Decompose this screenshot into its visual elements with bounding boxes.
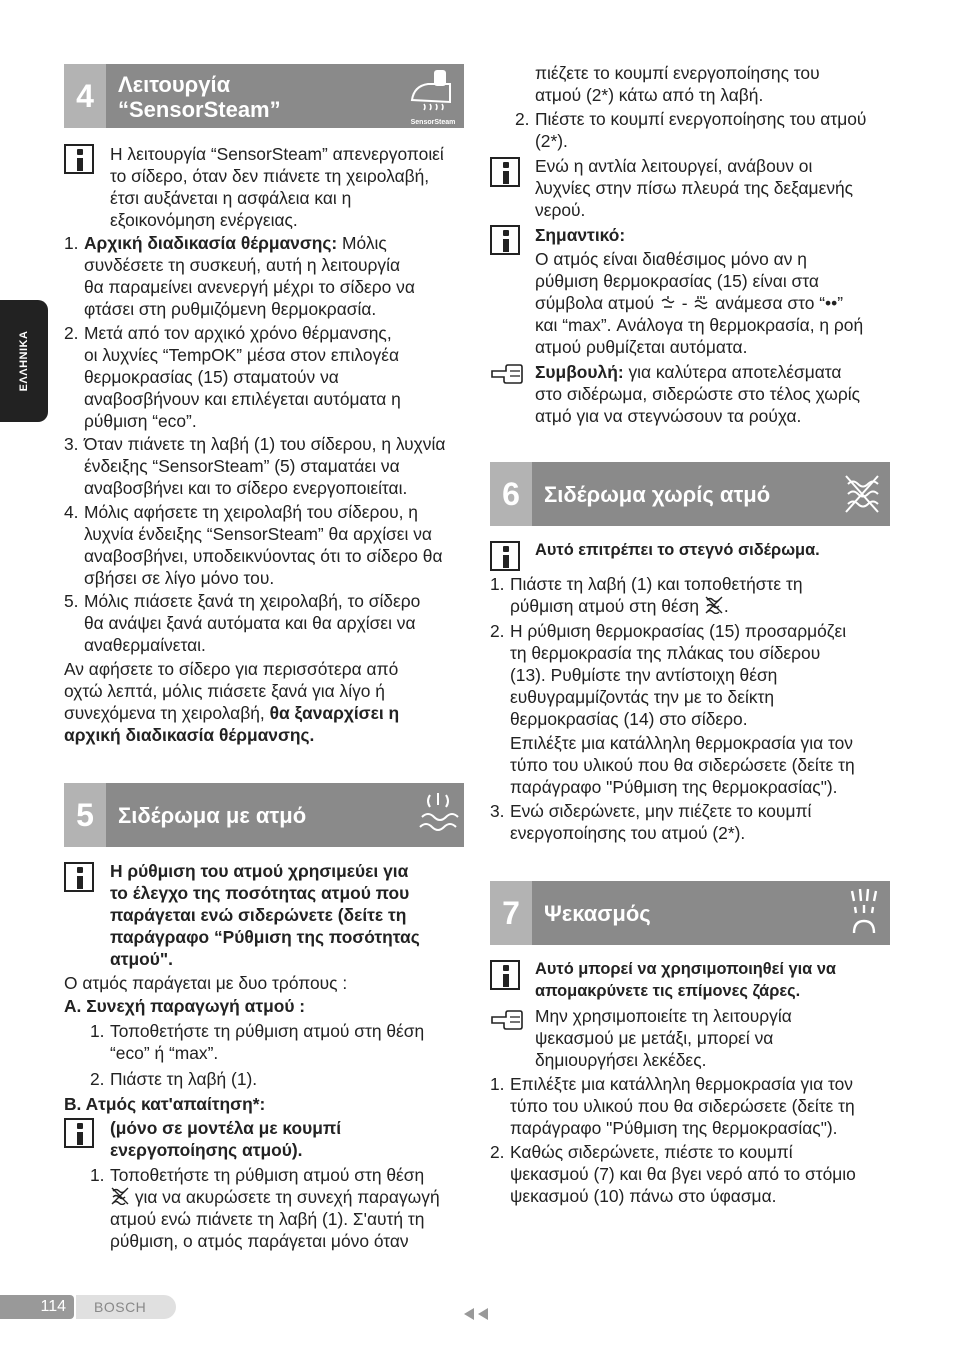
s4-item2-line: θερμοκρασίας (15) σταματούν να xyxy=(84,367,339,387)
brand-label: BOSCH xyxy=(76,1295,176,1319)
s4-item2-line: αναβοσβήνουν και επιλέγεται αυτόματα η xyxy=(84,389,401,409)
s7-info-line: απομακρύνετε τις επίμονες ζάρες. xyxy=(535,982,801,1000)
info-icon xyxy=(490,541,520,571)
info-icon xyxy=(64,144,94,174)
s6-item3-line: Ενώ σιδερώνετε, μην πιέζετε το κουμπί xyxy=(510,801,812,821)
s4-item-number: 2. xyxy=(64,323,79,343)
s4-item5-line: Μόλις πιάσετε ξανά τη χειρολαβή, το σίδερο xyxy=(84,591,421,611)
s7-item1-line: Επιλέξτε μια κατάλληλη θερμοκρασία για τον xyxy=(510,1074,853,1094)
s7-tip-line: Μην χρησιμοποιείτε τη λειτουργία xyxy=(535,1006,792,1026)
r-important-l3b: - xyxy=(676,293,693,313)
section-5-number: 5 xyxy=(64,783,106,847)
no-steam-icon xyxy=(842,472,882,516)
s6-item2-line: (13). Ρυθμίστε την αντίστοιχη θέση xyxy=(510,665,778,685)
r-tip-line: ατμό για να στεγνώσουν τα ρούχα. xyxy=(535,406,802,426)
no-steam-icon xyxy=(110,1187,130,1205)
r-important-line: Ο ατμός είναι διαθέσιμος μόνο αν η xyxy=(535,249,807,269)
s6-info: Αυτό επιτρέπει το στεγνό σιδέρωμα. xyxy=(535,541,820,559)
s4-item1-bold: Αρχική διαδικασία θέρμανσης: xyxy=(84,233,338,253)
info-icon xyxy=(64,862,94,892)
s5-b1-line: Τοποθετήστε τη ρύθμιση ατμού στη θέση xyxy=(110,1165,425,1185)
s6-item2-line: τη θερμοκρασία της πλάκας του σίδερου xyxy=(510,643,821,663)
section-7-number: 7 xyxy=(490,881,532,945)
s4-item4-line: σβήσει σε λίγο μόνο του. xyxy=(84,568,275,588)
s6-item1-end: . xyxy=(723,596,729,616)
s5-b1-line xyxy=(110,1187,440,1209)
s6-item3-line: ενεργοποίησης του ατμού (2*). xyxy=(510,823,746,843)
s6-item-number: 3. xyxy=(490,801,505,821)
tip-hand-icon xyxy=(490,363,524,385)
s6-item2-line: Η ρύθμιση θερμοκρασίας (15) προσαρμόζει xyxy=(510,621,847,641)
s4-para-line: αρχική διαδικασία θέρμανσης. xyxy=(64,725,315,745)
section-6-title: Σιδέρωμα χωρίς ατμό xyxy=(544,482,771,507)
s4-item2-line: ρύθμιση “eco”. xyxy=(84,411,197,431)
s5-a-number: 1. xyxy=(90,1021,105,1041)
s4-item3-line: Όταν πιάνετε τη λαβή (1) του σίδερου, η λυχνία xyxy=(84,434,446,454)
r-important-l3a: σύμβολα ατμού xyxy=(535,293,659,313)
s4-item4-line: λυχνία ένδειξης “SensorSteam” θα αρχίσει να xyxy=(84,524,432,544)
s6-item2-extra: παράγραφο "Ρύθμιση της θερμοκρασίας"). xyxy=(510,777,838,797)
s7-item1-line: παράγραφο "Ρύθμιση της θερμοκρασίας"). xyxy=(510,1118,838,1138)
s5-a1-line: Τοποθετήστε τη ρύθμιση ατμού στη θέση xyxy=(110,1021,425,1041)
s5-a1-line: “eco” ή “max”. xyxy=(110,1043,219,1063)
language-tab-label: ΕΛΛΗΝΙΚΑ xyxy=(18,330,30,392)
r-tip-label: Συμβουλή: xyxy=(535,362,624,382)
r-b2-line: (2*). xyxy=(535,131,568,151)
s4-item4-line: αναβοσβήνει, υποδεικνύοντας ότι το σίδερο θα xyxy=(84,546,443,566)
steam-icon xyxy=(416,791,460,839)
steam-high-icon xyxy=(692,295,710,311)
info-icon xyxy=(490,960,520,990)
s7-item2-line: Καθώς σιδερώνετε, πιέστε το κουμπί xyxy=(510,1142,793,1162)
info-icon xyxy=(64,1118,94,1148)
r-pump-line: λυχνίες στην πίσω πλευρά της δεξαμενής xyxy=(535,178,854,198)
sensorsteam-icon xyxy=(406,68,460,126)
s4-item-number: 4. xyxy=(64,502,79,522)
s4-info-line: έτσι αυξάνεται η ασφάλεια και η xyxy=(110,188,352,208)
s5-info-line: παράγεται ενώ σιδερώνετε (δείτε τη xyxy=(110,905,407,925)
s7-tip-line: δημιουργήσει λεκέδες. xyxy=(535,1050,707,1070)
no-steam-icon xyxy=(704,596,724,614)
r-important-line: και “max”. Ανάλογα τη θερμοκρασία, η ροή xyxy=(535,315,864,335)
r-b2-line: Πιέστε το κουμπί ενεργοποίησης του ατμού xyxy=(535,109,867,129)
sensorsteam-icon-label: SensorSteam xyxy=(410,119,456,126)
language-tab xyxy=(0,300,48,422)
s5-b-info-line: ενεργοποίησης ατμού). xyxy=(110,1140,303,1160)
steam-low-icon xyxy=(659,295,677,311)
s5-a-heading: Α. Συνεχή παραγωγή ατμού : xyxy=(64,996,306,1016)
s4-para-line xyxy=(64,703,399,725)
r-tip-line xyxy=(535,362,841,384)
r-pump-line: Ενώ η αντλία λειτουργεί, ανάβουν οι xyxy=(535,156,813,176)
previous-page-icon[interactable] xyxy=(462,1307,490,1321)
r-b2-number: 2. xyxy=(515,109,530,129)
section-5-header xyxy=(64,783,464,847)
r-cont-line: ατμού (2*) κάτω από τη λαβή. xyxy=(535,85,764,105)
r-pump-line: νερού. xyxy=(535,200,586,220)
s7-item1-line: τύπο του υλικού που θα σιδερώσετε (δείτε τη xyxy=(510,1096,855,1116)
s4-item5-line: αναθερμαίνεται. xyxy=(84,635,206,655)
section-4-title xyxy=(118,72,281,122)
s4-para-line: Αν αφήσετε το σίδερο για περισσότερα από xyxy=(64,659,399,679)
s4-para-line: οχτώ λεπτά, μόλις πιάσετε ξανά για λίγο ή xyxy=(64,681,385,701)
s6-item-number: 1. xyxy=(490,574,505,594)
s6-item1-line2: ρύθμιση ατμού στη θέση xyxy=(510,596,704,616)
r-important-l3c: ανάμεσα στο “••” xyxy=(710,293,844,313)
s6-item-number: 2. xyxy=(490,621,505,641)
s4-item3-line: αναβοσβήνει και το σίδερο ενεργοποιείται. xyxy=(84,478,408,498)
s5-intro: Ο ατμός παράγεται με δυο τρόπους : xyxy=(64,973,348,993)
s4-item-number: 1. xyxy=(64,233,79,253)
s4-item5-line: θα ανάψει ξανά αυτόματα και θα αρχίσει να xyxy=(84,613,416,633)
r-tip-line1: για καλύτερα αποτελέσματα xyxy=(623,362,842,382)
r-important-label: Σημαντικό: xyxy=(535,225,626,245)
s7-info-line: Αυτό μπορεί να χρησιμοποιηθεί για να xyxy=(535,960,837,978)
s4-item2-line: Μετά από τον αρχικό χρόνο θέρμανσης, xyxy=(84,323,392,343)
s4-item1-line: φτάσει στη ρυθμιζόμενη θερμοκρασία. xyxy=(84,299,377,319)
s4-item2-line: οι λυχνίες “TempOK” μέσα στον επιλογέα xyxy=(84,345,400,365)
r-important-line xyxy=(535,293,843,315)
section-5-title: Σιδέρωμα με ατμό xyxy=(118,803,307,828)
s4-para-line3-b: θα ξαναρχίσει η xyxy=(269,703,400,723)
s6-item1-line: Πιάστε τη λαβή (1) και τοποθετήστε τη xyxy=(510,574,803,594)
section-7-title: Ψεκασμός xyxy=(544,901,651,926)
s5-info-line: παράγραφο “Ρύθμιση της ποσότητας xyxy=(110,927,420,947)
r-important-line: ατμού ρυθμίζεται αυτόματα. xyxy=(535,337,748,357)
section-4-title-line2: “SensorSteam” xyxy=(118,97,281,122)
s5-b-info-line: (μόνο σε μοντέλα με κουμπί xyxy=(110,1118,342,1138)
r-important-line: ρύθμιση θερμοκρασίας (15) είναι στα xyxy=(535,271,819,291)
s5-b1-line: ατμού ενώ πιάνετε τη λαβή (1). Σ'αυτή τη xyxy=(110,1209,425,1229)
page-number: 114 xyxy=(0,1295,74,1319)
s4-info-line: Η λειτουργία “SensorSteam” απενεργοποιεί xyxy=(110,144,444,164)
section-7-header xyxy=(490,881,890,945)
s4-info-line: εξοικονόμηση ενέργειας. xyxy=(110,210,298,230)
s5-info-line: το έλεγχο της ποσότητας ατμού που xyxy=(110,883,410,903)
s4-info-line: το σίδερο, όταν δεν πιάνετε τη χειρολαβή, xyxy=(110,166,430,186)
s6-item1-line xyxy=(510,596,729,618)
spray-icon xyxy=(846,887,882,939)
s4-item1-rest: Μόλις xyxy=(337,233,387,253)
r-cont-line: πιέζετε το κουμπί ενεργοποίησης του xyxy=(535,63,820,83)
s5-b-number: 1. xyxy=(90,1165,105,1185)
s4-item-number: 5. xyxy=(64,591,79,611)
s5-a2-line: Πιάστε τη λαβή (1). xyxy=(110,1069,258,1089)
s7-item-number: 2. xyxy=(490,1142,505,1162)
s4-item4-line: Μόλις αφήσετε τη χειρολαβή του σίδερου, η xyxy=(84,502,418,522)
s7-item2-line: ψεκασμού (7) και θα βγει νερό από το στόμιο xyxy=(510,1164,856,1184)
s6-item2-line: ευθυγραμμίζοντάς την με το δείκτη xyxy=(510,687,775,707)
info-icon xyxy=(490,225,520,255)
section-6-number: 6 xyxy=(490,462,532,526)
s4-para-line3-a: συνεχόμενα τη χειρολαβή, xyxy=(64,703,270,723)
s6-item2-extra: Επιλέξτε μια κατάλληλη θερμοκρασία για τον xyxy=(510,733,853,753)
info-icon xyxy=(490,157,520,187)
s5-a-number: 2. xyxy=(90,1069,105,1089)
s4-item-number: 3. xyxy=(64,434,79,454)
s5-b1-line: ρύθμιση, ο ατμός παράγεται μόνο όταν xyxy=(110,1231,409,1251)
s4-item1-first-line xyxy=(84,233,387,255)
r-tip-line: στο σιδέρωμα, σιδερώστε στο τέλος χωρίς xyxy=(535,384,860,404)
s5-info-line: Η ρύθμιση του ατμού χρησιμεύει για xyxy=(110,861,409,881)
s7-tip-line: ψεκασμού με μετάξι, μπορεί να xyxy=(535,1028,774,1048)
s6-item2-extra: τύπο του υλικού που θα σιδερώσετε (δείτε τη xyxy=(510,755,855,775)
s5-info-line: ατμού". xyxy=(110,949,173,969)
s4-item1-line: θα παραμείνει ανενεργή μέχρι το σίδερο να xyxy=(84,277,415,297)
s7-item-number: 1. xyxy=(490,1074,505,1094)
section-4-number: 4 xyxy=(64,64,106,128)
section-6-header xyxy=(490,462,890,526)
s7-item2-line: ψεκασμού (10) πάνω στο ύφασμα. xyxy=(510,1186,777,1206)
section-4-header xyxy=(64,64,464,128)
s4-item3-line: ένδειξης “SensorSteam” (5) σταματάει να xyxy=(84,456,400,476)
s6-item2-line: θερμοκρασίας (14) στο σίδερο. xyxy=(510,709,748,729)
s5-b-heading: Β. Ατμός κατ'απαίτηση*: xyxy=(64,1094,266,1114)
tip-hand-icon xyxy=(490,1009,524,1031)
s5-b1-line2: για να ακυρώσετε τη συνεχή παραγωγή xyxy=(130,1187,440,1207)
section-4-title-line1: Λειτουργία xyxy=(118,72,231,97)
s4-item1-line: συνδέσετε τη συσκευή, αυτή η λειτουργία xyxy=(84,255,401,275)
